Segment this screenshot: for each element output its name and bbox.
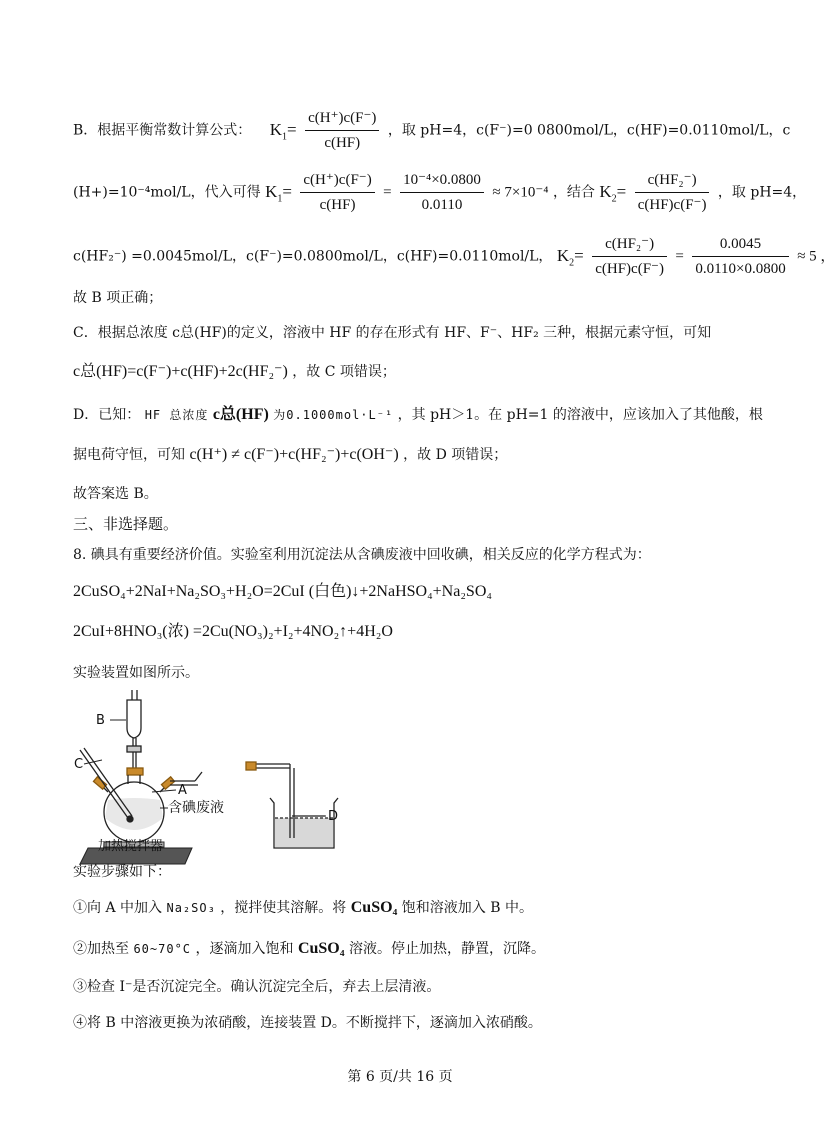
option-b-line-3: c(HF₂⁻) =0.0045mol/L，c(F⁻)=0.0800mol/L，c(HF)=0.0110mol/L， $K_2=$ $\frac{\text{c(HF₂⁻)}}{c(HF)c(F^-)}$ = $\frac{0.0045}{0.0110\times 0.0800}$ ≈ 5 ， <box>73 236 835 277</box>
label-c: C <box>74 757 84 772</box>
text: Na₂SO₃ <box>166 901 216 915</box>
apparatus-note: 实验装置如图所示。 <box>73 665 199 681</box>
beaker <box>246 762 338 848</box>
text: HF 总浓度 <box>144 408 209 422</box>
text: c(HF₂⁻) =0.0045mol/L，c(F⁻)=0.0800mol/L，c(HF)=0.0110mol/L， <box>73 248 553 265</box>
option-d-line-1 <box>73 405 763 425</box>
k1-symbol: $K_1=$ <box>265 181 292 204</box>
k2-fraction: $\frac{\text{c(HF₂⁻)}}{c(HF)c(F^-)}$ <box>592 234 667 279</box>
option-c-line-1: C．根据总浓度 c总(HF)的定义，溶液中 HF 的存在形式有 HF、F⁻、HF₂ 三种，根据元素守恒，可知 <box>73 325 712 341</box>
option-c-line-2 <box>73 362 396 382</box>
text: CuSO₄ <box>297 940 345 957</box>
k2-symbol: $K_2=$ <box>556 245 584 268</box>
k1-result: ≈ 7×10⁻⁴ <box>492 184 549 201</box>
k2-symbol: $K_2=$ <box>599 181 627 204</box>
equation-1: 2CuSO₄+2NaI+Na₂SO₃+H₂O=2CuI (白色)↓+2NaHSO₄+Na₂SO₄ <box>73 583 492 600</box>
k2-fraction: $\frac{\text{c(HF₂⁻)}}{c(HF)c(F^-)}$ <box>635 170 710 215</box>
step-3: ③检查 I⁻是否沉淀完全。确认沉淀完全后，弃去上层清液。 <box>73 979 441 995</box>
text: D．已知： <box>73 407 141 423</box>
text: 为0.1000mol·L⁻¹ <box>273 408 394 422</box>
option-b-conclusion: 故 B 项正确； <box>73 290 163 306</box>
text: ，取 pH=4， <box>717 184 807 201</box>
k2-calc-fraction: $\frac{0.0045}{0.0110\times 0.0800}$ <box>692 234 788 279</box>
page-footer: 第 6 页/共 16 页 <box>347 1069 453 1085</box>
text: 据电荷守恒，可知 <box>73 447 185 463</box>
text: ，取 pH=4，c(F⁻)=0 0800mol/L，c(HF)=0.0110mol/L，c <box>387 122 791 139</box>
answer: 故答案选 B。 <box>73 486 158 502</box>
text: ，故 D 项错误； <box>403 447 508 463</box>
section-heading: 三、非选择题。 <box>73 515 179 533</box>
mass-balance-equation: c总(HF)=c(F⁻)+c(HF)+2c(HF₂⁻) <box>73 363 288 380</box>
question-8-intro: 8. 碘具有重要经济价值。实验室利用沉淀法从含碘废液中回收碘，相关反应的化学方程式为： <box>73 547 651 563</box>
label-a: A <box>178 783 187 798</box>
step-1 <box>73 898 533 918</box>
text: ①向 A 中加入 <box>73 900 163 916</box>
text: ，逐滴加入饱和 <box>195 941 294 957</box>
text: CuSO₄ <box>350 899 398 916</box>
text: (H+)=10⁻⁴mol/L，代入可得 <box>73 184 261 201</box>
text: ，结合 <box>552 184 595 201</box>
text: 溶液。停止加热，静置，沉降。 <box>348 941 545 957</box>
k2-result: ≈ 5 ， <box>797 248 835 265</box>
k1-symbol: $K_1=$ <box>269 119 297 142</box>
step-2 <box>73 939 545 959</box>
text: ，搅拌使其溶解。将 <box>220 900 347 916</box>
option-b-line-2: (H+)=10⁻⁴mol/L，代入可得 $K_1=$ $\frac{c(H^+)c(F^-)}{c(HF)}$ = $\frac{\text{10⁻⁴×0.0800}}{0.0110}$ ≈ 7×10⁻⁴ ，结合 $K_2=$ $\frac{\text{c(HF₂⁻)}}{c(HF)c(F^-)}$ ，取 pH=4， <box>73 172 807 213</box>
label-b: B <box>96 713 105 728</box>
text: ②加热至 <box>73 941 129 957</box>
steps-title: 实验步骤如下： <box>73 864 171 880</box>
k1-fraction: $\frac{c(H^+)c(F^-)}{c(HF)}$ <box>300 170 374 215</box>
label-d: D <box>328 809 339 824</box>
text: ，故 C 项错误； <box>292 364 396 380</box>
equation-2: 2CuI+8HNO₃(浓) =2Cu(NO₃)₂+I₂+4NO₂↑+4H₂O <box>73 623 393 640</box>
text: 饱和溶液加入 B 中。 <box>401 900 533 916</box>
apparatus-figure <box>70 688 370 858</box>
k1-fraction: $\frac{c(H^+)c(F^-)}{c(HF)}$ <box>305 108 379 153</box>
label-waste: 含碘废液 <box>168 800 224 816</box>
k1-calc-fraction: $\frac{\text{10⁻⁴×0.0800}}{0.0110}$ <box>400 170 484 215</box>
option-d-line-2 <box>73 445 507 465</box>
total-concentration: c总(HF) <box>212 406 269 423</box>
charge-balance-equation: c(H⁺) ≠ c(F⁻)+c(HF₂⁻)+c(OH⁻) <box>189 446 399 463</box>
text: B．根据平衡常数计算公式： <box>73 122 252 139</box>
option-b-line-1 <box>73 108 790 153</box>
label-stirrer: 加热搅拌器 <box>98 839 164 854</box>
text: ，其 pH＞1。在 pH=1 的溶液中，应该加入了其他酸，根 <box>397 407 763 423</box>
text: 60~70°C <box>133 942 192 956</box>
step-4: ④将 B 中溶液更换为浓硝酸，连接装置 D。不断搅拌下，逐滴加入浓硝酸。 <box>73 1015 542 1031</box>
dropping-funnel <box>127 690 143 775</box>
